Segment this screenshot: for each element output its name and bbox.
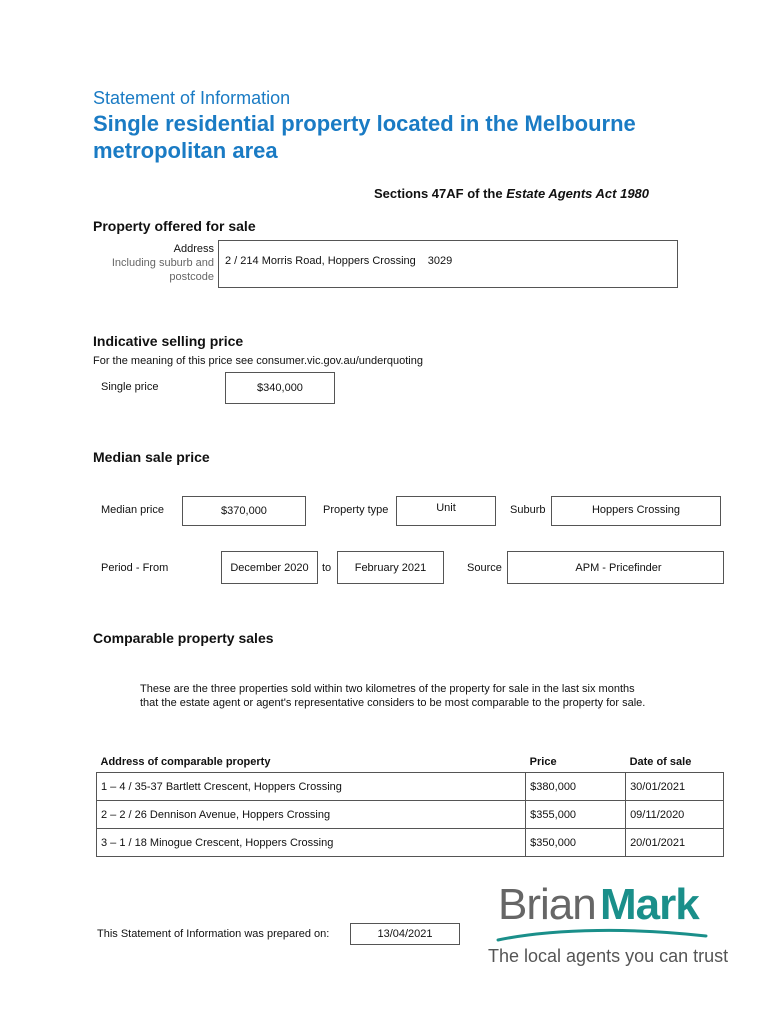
period-to-field[interactable]: February 2021 <box>337 551 444 584</box>
postcode-value: 3029 <box>427 255 453 267</box>
column-header-price: Price <box>526 752 626 773</box>
act-name: Estate Agents Act 1980 <box>506 186 650 201</box>
comparable-date: 20/01/2021 <box>626 829 724 857</box>
suburb-field[interactable]: Hoppers Crossing <box>551 496 721 526</box>
act-prefix: Sections 47AF of the <box>374 186 507 201</box>
document-title: Single residential property located in the Melbourne metropolitan area <box>93 111 636 163</box>
source-field[interactable]: APM - Pricefinder <box>507 551 724 584</box>
comparable-heading: Comparable property sales <box>93 630 274 646</box>
period-from-field[interactable]: December 2020 <box>221 551 318 584</box>
logo-tagline: The local agents you can trust <box>488 946 729 966</box>
single-price-label: Single price <box>101 381 159 393</box>
address-label-line1: Address <box>173 243 214 255</box>
table-row <box>97 773 724 801</box>
column-header-date: Date of sale <box>626 752 724 773</box>
comparable-intro-line2: that the estate agent or agent's representative considers to be most comparable to the property for sale. <box>140 697 646 709</box>
address-field[interactable] <box>218 240 678 288</box>
property-heading: Property offered for sale <box>93 218 256 234</box>
median-heading: Median sale price <box>93 449 210 465</box>
column-header-address: Address of comparable property <box>97 752 526 773</box>
comparable-address: 2 – 2 / 26 Dennison Avenue, Hoppers Crossing <box>97 801 526 829</box>
prepared-date-field[interactable]: 13/04/2021 <box>350 923 460 945</box>
comparable-price: $355,000 <box>526 801 626 829</box>
single-price-field[interactable]: $340,000 <box>225 372 335 404</box>
address-label-line3: postcode <box>169 271 214 283</box>
median-price-field[interactable]: $370,000 <box>182 496 306 526</box>
comparable-date: 09/11/2020 <box>626 801 724 829</box>
comparable-address: 3 – 1 / 18 Minogue Crescent, Hoppers Crossing <box>97 829 526 857</box>
logo-mark-text: Mark <box>600 880 699 929</box>
indicative-heading: Indicative selling price <box>93 333 244 349</box>
prepared-on-label: This Statement of Information was prepared on: <box>97 928 330 940</box>
suburb-label: Suburb <box>510 504 546 516</box>
source-label: Source <box>467 562 502 574</box>
table-row <box>97 801 724 829</box>
comparable-price: $350,000 <box>526 829 626 857</box>
underquoting-note: For the meaning of this price see consumer.vic.gov.au/underquoting <box>93 355 423 367</box>
document-subtitle: Statement of Information <box>93 88 291 108</box>
act-reference <box>374 186 649 201</box>
period-to-label: to <box>322 562 332 574</box>
property-type-field[interactable]: Unit <box>396 496 496 526</box>
address-value: 2 / 214 Morris Road, Hoppers Crossing <box>225 255 416 267</box>
table-header-row <box>97 752 724 773</box>
logo-swoosh-icon <box>496 926 708 942</box>
comparable-intro-line1: These are the three properties sold within two kilometres of the property for sale in the last six months <box>140 683 635 695</box>
logo-brian-text: Brian <box>498 880 596 929</box>
address-label-line2: Including suburb and <box>111 257 214 269</box>
comparable-price: $380,000 <box>526 773 626 801</box>
median-price-label: Median price <box>101 504 164 516</box>
comparable-sales-table <box>96 752 724 857</box>
property-type-label: Property type <box>323 504 389 516</box>
table-row <box>97 829 724 857</box>
comparable-date: 30/01/2021 <box>626 773 724 801</box>
address-label <box>112 242 214 284</box>
comparable-address: 1 – 4 / 35-37 Bartlett Crescent, Hoppers Crossing <box>97 773 526 801</box>
comparable-intro <box>140 682 645 710</box>
period-from-label: Period - From <box>101 562 169 574</box>
